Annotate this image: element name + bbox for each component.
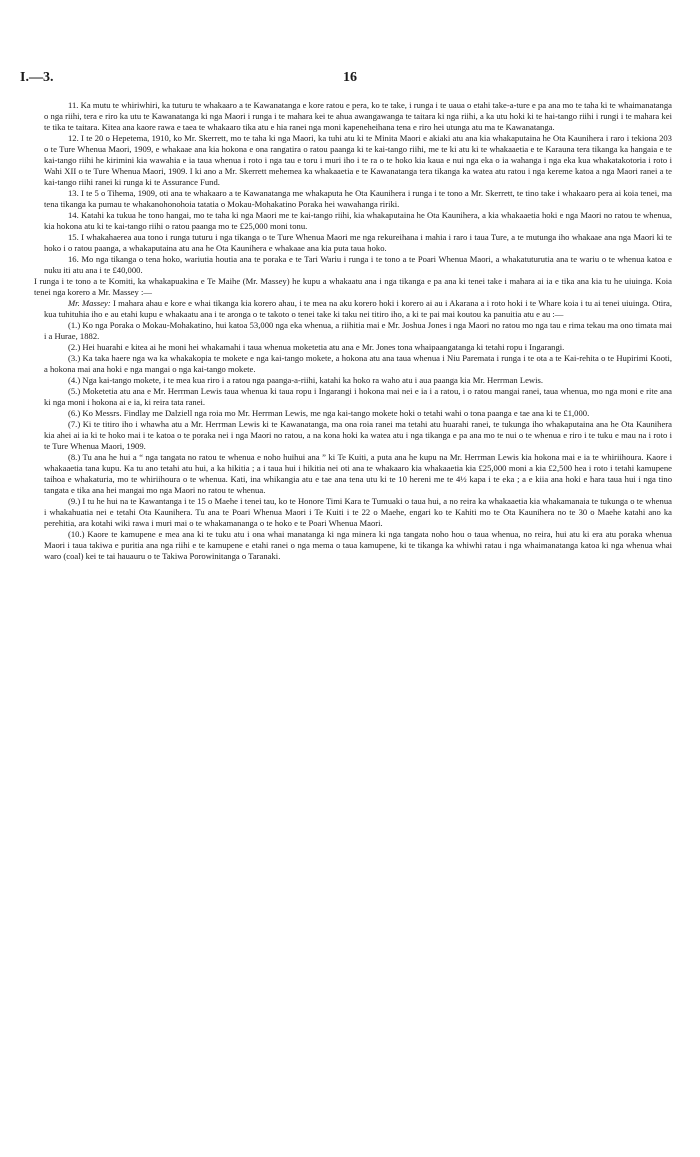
paragraph-15: 15. I whakahaerea aua tono i runga tuturu i nga tikanga o te Ture Whenua Maori me nga rekureihana i mahia i raro i taua Ture, a te mutunga iho whakaae ana nga Maori ki te hoko i o ratou paanga, a whakaputaina atu ana he Ota Kaunihera e whakaae ana kia puta taua hoko. bbox=[44, 232, 672, 253]
speech-text: I mahara ahau e kore e whai tikanga kia korero ahau, i te mea na aku korero hoki i korero ai au i Akarana a i roto hoki i te Whare koia i tu ai tenei uiuinga. Otira, kua tuhituhia iho e au etahi kupu e whakaatu ana i te aronga o te takoto o tenei take ki taku nei titiro iho, a ki te pai mai koutou ka panuitia atu e au :— bbox=[44, 298, 672, 319]
list-item-4: (4.) Nga kai-tango mokete, i te mea kua riro i a ratou nga paanga-a-riihi, katahi ka hoko ra waho atu i aua paanga kia Mr. Herrman Lewis. bbox=[68, 375, 544, 385]
page-number: 16 bbox=[343, 70, 357, 85]
committee-intro-paragraph: I runga i te tono a te Komiti, ka whakapuakina e Te Maihe (Mr. Massey) he kupu a whakaatu ana i nga tikanga e pa ana ki tenei take i mahara ai ia e tika ana kia tu he uiuinga. Koia tenei nga korero a Mr. Massey :— bbox=[34, 276, 672, 297]
list-item-7: (7.) Ki te titiro iho i whawha atu a Mr. Herrman Lewis ki te Kawanatanga, ma ona roia ranei ma tetahi atu huarahi ranei, te tukunga iho whakaputaina ana he Ota Kaunihera kia ahei ai ia ki te hoko mai i te katoa o te poraka nei i nga Maori no ratou, a na kona hoki ka watea atu i nga tikanga e pa ana mo te nui o te whenua e riro i te tuku e mau na i roto i te Ture Whenua Maori, 1909. bbox=[44, 419, 672, 451]
list-item-8: (8.) Tu ana he hui a “ nga tangata no ratou te whenua e noho huihui ana ” ki Te Kuiti, a puta ana he kupu na Mr. Herrman Lewis kia hokona mai e ia te whiriihoura. Kaore i whakaaetia tana kupu. Ka tu ano tetahi atu hui, a ka hikitia ; a i taua hui i hikitia nei oti ana te whakaaro kia whakaaetia kia £25,000 moni a kia £2,500 hea i roto i tetahi kamupene taihoa e whakaturia, mo te whiriihoura o te whenua. Kati, ina whikangia atu e tae ana tena utu ki te 10 hereni me te 4½ kapa i te eka ; a e kiia ana hoki e hara taua hui i nga tino tangata e tika ana hei mangai mo nga Maori no ratou te whenua. bbox=[44, 452, 672, 495]
list-item-5: (5.) Moketetia atu ana e Mr. Herrman Lewis taua whenua ki taua ropu i Ingarangi i hokona mai nei e ia i a ratou, i o ratou mangai ranei, taua whenua, mo nga moni e rite ana ki nga moni i hokona ai e ia, ki reira tata ranei. bbox=[44, 386, 672, 407]
list-item-1: (1.) Ko nga Poraka o Mokau-Mohakatino, hui katoa 53,000 nga eka whenua, a riihitia mai e Mr. Joshua Jones i nga Maori no ratou mo nga tau e rima tekau ma ono timata mai i a Hurae, 1882. bbox=[44, 320, 672, 341]
paragraph-14: 14. Katahi ka tukua he tono hangai, mo te taha ki nga Maori me te kai-tango riihi, kia whakaputaina he Ota Kaunihera, a kia whakaaetia hoki e nga Maori no ratou te whenua, kia hokona atu ki te kai-tango riihi o ratou paanga mo te £25,000 moni tonu. bbox=[44, 210, 672, 231]
paragraph-13: 13. I te 5 o Tihema, 1909, oti ana te whakaaro a te Kawanatanga me whakaputa he Ota Kaunihera i runga i te tono a Mr. Skerrett, te tino take i whakaaro pera ai koia tenei, ma tena tikanga ka pumau te whakanohonohoia tatatia o Mokau-Mohakatino Poraka hei wawahanga ririki. bbox=[44, 188, 672, 209]
speaker-label: Mr. Massey: bbox=[68, 298, 111, 308]
list-item-2: (2.) Hei huarahi e kitea ai he moni hei whakamahi i taua whenua moketetia atu ana e Mr. Jones tona whaipaangatanga ki tetahi ropu i Ingarangi. bbox=[68, 342, 565, 352]
document-reference: I.—3. bbox=[20, 70, 54, 85]
list-item-10: (10.) Kaore te kamupene e mea ana ki te tuku atu i ona whai manatanga ki nga minera ki nga tangata noho hou o taua whenua, no reira, hui atu ki era atu poraka whenua Maori i taua takiwa e puritia ana nga riihi e te kamupene e etahi ranei o nga mema o taua kamupene, ki te tikanga ka whiwhi ratau i nga whaimanatanga katoa ki nga whenua whai waro (coal) kei te tai hauauru o te Takiwa Porowinitanga o Taranaki. bbox=[44, 529, 672, 561]
paragraph-11: 11. Ka mutu te whiriwhiri, ka tuturu te whakaaro a te Kawanatanga e kore ratou e pera, ko te take, i runga i te uaua o etahi take-a-ture e pa ana mo te taha ki te whaimanatanga o nga riihi, tera e riro ka utu te Kawanatanga ki nga Maori i runga i te mahara kei te ahua awangawanga te taitara ki nga riihi, a ka utu hoki ki te hai-tango riihi i rungi i te mahara kei te tika te taitara. Kitea ana kaore rawa e taea te whakaaro tika atu e hia ranei nga moni kapeneheihana tena e riro hei utunga atu ma te Kawanatanga. bbox=[44, 100, 672, 132]
page-header bbox=[16, 70, 684, 90]
paragraph-16: 16. Mo nga tikanga o tena hoko, wariutia houtia ana te poraka e te Tari Wariu i runga i te tono a te Poari Whenua Maori, a whakatuturutia ana te wariu o te whenua katoa e nuku iti atu ana i te £40,000. bbox=[44, 254, 672, 275]
paragraph-12: 12. I te 20 o Hepetema, 1910, ko Mr. Skerrett, mo te taha ki nga Maori, ka tuhi atu ki te Minita Maori e akiaki atu ana kia whakaputaina he Ota Kaunihera i raro i tekiona 203 o te Ture Whenua Maori, 1909, e whakaae ana kia hokona e ona rangatira o ratou paanga ki te kai-tango riihi, me te ki atu ki te whakaaetia e te Karauna tera tikanga ka hangaia e te kai-tango riihi he kirimini kia wawahia e ia taua whenua i roto i nga tau e toru i muri iho i te ra o te hoko kia kaua e nui nga eka o ia wahanga i nga eka kua whakatakotoria i roto i Wahi XII o te Ture Whenua Maori, 1909. I ki ano a Mr. Skerrett mehemea ka whakaaetia e te Kawanatanga tera tikanga ka watea atu ratou i nga kereme katoa a nga Maori ranei a te kai-tango riihi ranei ki runga ki te Assurance Fund. bbox=[44, 133, 672, 187]
list-item-3: (3.) Ka taka haere nga wa ka whakakopia te mokete e nga kai-tango mokete, a hokona atu ana taua whenua i Niu Paremata i runga i te ota a te Kai-rehita o te Hupirimi Kooti, a hokona mai ana hoki e nga mangai o nga kai-tango mokete. bbox=[44, 353, 672, 374]
massey-statement bbox=[44, 298, 672, 320]
list-item-9: (9.) I tu he hui na te Kawantanga i te 15 o Maehe i tenei tau, ko te Honore Timi Kara te Tumuaki o taua hui, a no reira ka whakaaetia kia whakamanaia te tukunga o te whenua i whakahuatia nei e tetahi Ota Kaunihera. Tu ana te Poari Whenua Maori i Te Kuiti i te 22 o Maehe, engari ko te Kahiti mo te Ota Kaunihera no te 30 o Maehe katahi ano ka perehitia, ara kotahi wiki rawa i muri mai o te whakamananga o te hoko e te Poari Whenua Maori. bbox=[44, 496, 672, 528]
list-item-6: (6.) Ko Messrs. Findlay me Dalziell nga roia mo Mr. Herrman Lewis, me nga kai-tango mokete hoki o tetahi wahi o tona paanga e tae ana ki te £1,000. bbox=[68, 408, 590, 418]
document-body bbox=[34, 100, 672, 562]
